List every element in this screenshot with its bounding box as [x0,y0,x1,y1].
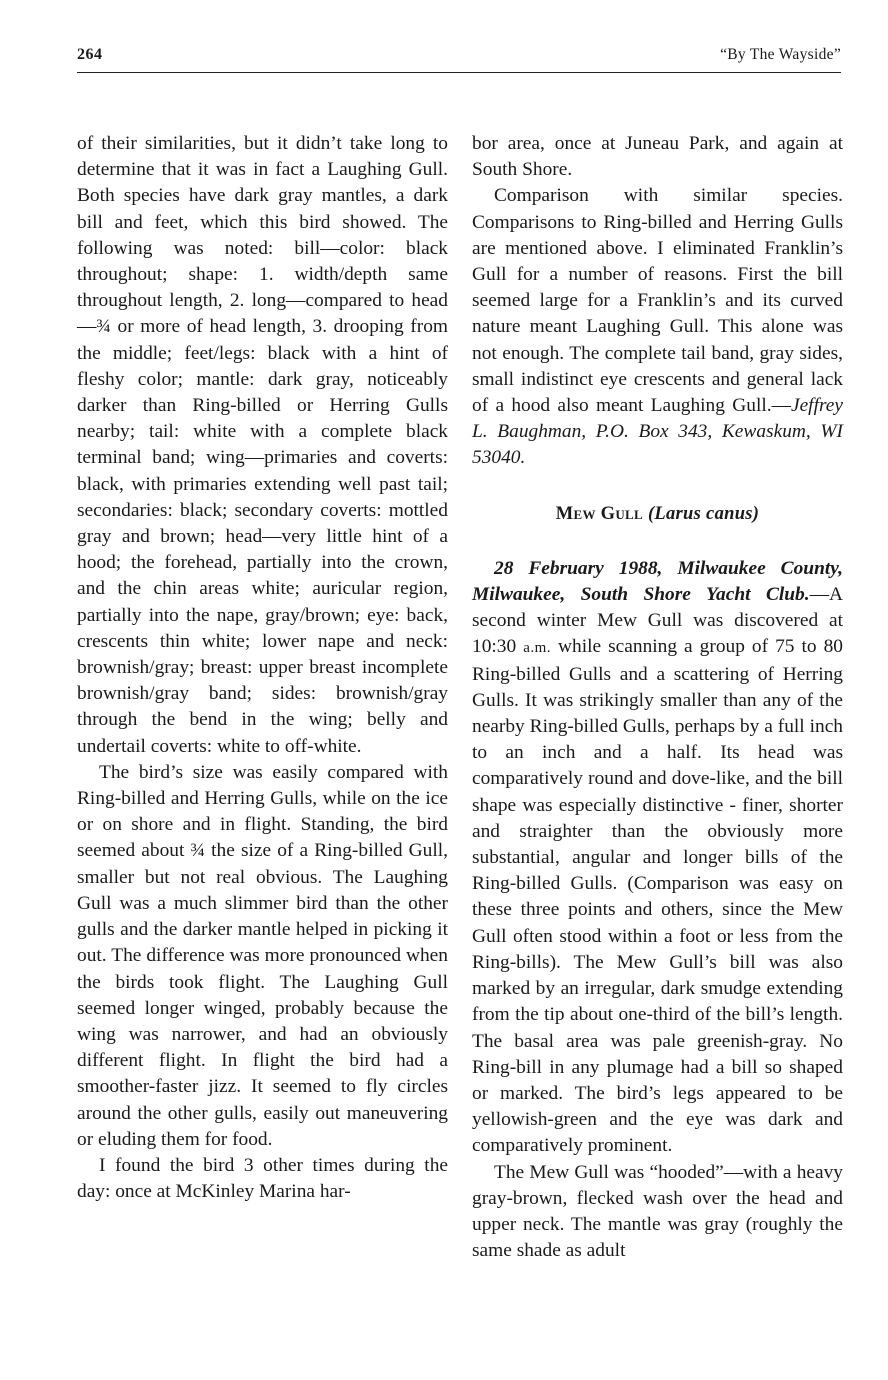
record-text-a: —A second winter Mew Gull was discovered at 10:30 [472,584,843,658]
right-paragraph-1: bor area, once at Juneau Park, and again at South Shore. [472,133,843,181]
species-common-name: Mew Gull [555,503,643,524]
page-number: 264 [77,46,103,63]
record-text-b: while scanning a group of 75 to 80 Ring-billed Gulls and a scattering of Herring Gulls. It was strikingly smaller than any of the nearby Ring-billed Gulls, perhaps by a full inch to an inch and a half. Its head was comparatively round and dove-like, and the bill shape was especially distinctive - finer, shorter and straighter than the obviously more substantial, angular and longer bills of the Ring-billed Gulls. (Comparison was easy on these three points and others, since the Mew Gull often stood within a foot or less from the Ring-bills). The Mew Gull’s bill was also marked by an irregular, dark smudge extending from the tip about one-third of the bill’s length. The basal area was pale greenish-gray. No Ring-bill in any plumage had a bill so shaped or marked. The bird’s legs appeared to be yellowish-green and the eye was dark and comparatively prominent. [472,636,843,1157]
comparison-text: Comparison with similar species. Comparisons to Ring-billed and Herring Gulls are mentioned above. I eliminated Franklin’s Gull for a number of reasons. First the bill seemed large for a Franklin’s and its curved nature meant Laughing Gull. This alone was not enough. The complete tail band, gray sides, small indistinct eye crescents and general lack of a hood also meant Laughing Gull.— [472,185,843,417]
section-heading [472,501,843,527]
left-column [77,131,448,1205]
page-header [77,42,841,73]
record-time-am: a.m. [523,640,552,657]
author-signature: Jeffrey L. Baughman, P.O. Box 343, Kewaskum, WI 53040. [472,395,843,469]
left-paragraph-1: of their similarities, but it didn’t take long to determine that it was in fact a Laughing Gull. Both species have dark gray mantles, a dark bill and feet, which this bird showed. The following was noted: bill—color: black throughout; shape: 1. width/depth same throughout length, 2. long—compared to head—¾ or more of head length, 3. drooping from the middle; feet/legs: black with a hint of fleshy color; mantle: dark gray, noticeably darker than Ring-billed or Herring Gulls nearby; tail: white with a complete black terminal band; wing—primaries and coverts: black, with primaries extending well past tail; secondaries: black; secondary coverts: mottled gray and brown; head—very little hint of a hood; the forehead, partially into the crown, and the chin areas white; auricular region, partially into the nape, gray/brown; eye: back, crescents thin white; lower nape and neck: brownish/gray; breast: upper breast incomplete brownish/gray band; sides: brownish/gray through the bend in the wing; belly and undertail coverts: white to off-white. [77,133,448,757]
left-paragraph-3: I found the bird 3 other times during the day: once at McKinley Marina har- [77,1154,448,1203]
species-latin-name: (Larus canus) [647,503,760,524]
record-paragraph [472,556,843,1160]
left-paragraph-2: The bird’s size was easily compared with Ring-billed and Herring Gulls, while on the ice or on shore and in flight. Standing, the bird seemed about ¾ the size of a Ring-billed Gull, smaller but not real obvious. The Laughing Gull was a much slimmer bird than the other gulls and the darker mantle helped in picking it out. The difference was more pronounced when the birds took flight. The Laughing Gull seemed longer winged, probably because the wing was narrower, and had an obviously different flight. In flight the bird had a smoother-faster jizz. It seemed to fly circles around the other gulls, easily out maneuvering or eluding them for food. [77,761,448,1150]
running-title: “By The Wayside” [720,46,841,63]
right-paragraph-2 [472,183,843,471]
right-paragraph-last: The Mew Gull was “hooded”—with a heavy gray-brown, flecked wash over the head and upper neck. The mantle was gray (roughly the same shade as adult [472,1161,843,1262]
record-lead: 28 February 1988, Milwaukee County, Milwaukee, South Shore Yacht Club. [472,557,843,606]
right-column [472,131,843,1264]
